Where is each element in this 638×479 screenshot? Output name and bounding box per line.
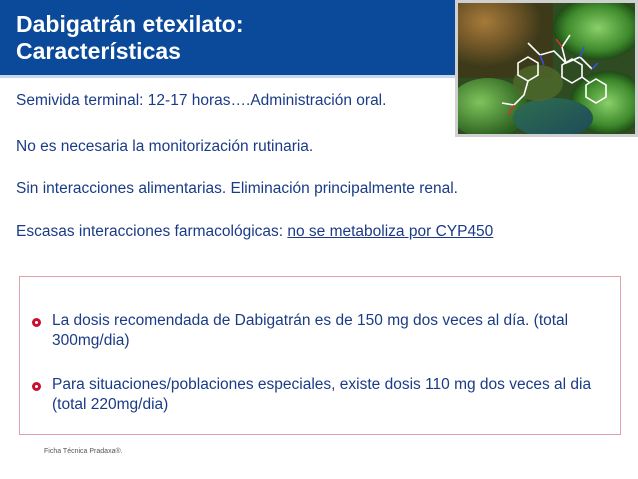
underlined-text: no se metaboliza por CYP450 bbox=[287, 223, 494, 240]
title-bar bbox=[0, 0, 455, 78]
fact-text: Sin interacciones alimentarias. Eliminación principalmente renal. bbox=[16, 180, 458, 197]
fact-text: Semivida terminal: 12-17 horas….Administración oral. bbox=[16, 92, 387, 109]
bullet-item bbox=[32, 311, 612, 355]
fact-monitoring bbox=[16, 137, 313, 156]
red-circle-bullet-icon bbox=[32, 318, 41, 327]
footnote: Ficha Técnica Pradaxa®. bbox=[44, 448, 123, 455]
fact-half-life bbox=[16, 91, 386, 110]
dosage-box bbox=[19, 276, 621, 435]
bullet-item bbox=[32, 375, 612, 419]
red-circle-bullet-icon bbox=[32, 382, 41, 391]
slide-title: Dabigatrán etexilato: Características bbox=[16, 11, 244, 64]
fact-text: No es necesaria la monitorización rutinaria. bbox=[16, 138, 314, 155]
bullet-text: Para situaciones/poblaciones especiales, existe dosis 110 mg dos veces al dia (total 220mg/dia) bbox=[52, 376, 592, 413]
bullet-text: La dosis recomendada de Dabigatrán es de 150 mg dos veces al día. (total 300mg/dia) bbox=[52, 312, 569, 349]
molecule-image bbox=[455, 0, 638, 137]
fact-drug-interactions bbox=[16, 222, 493, 241]
fact-food-interactions bbox=[16, 179, 458, 198]
fact-text: Escasas interacciones farmacológicas: bbox=[16, 223, 288, 240]
